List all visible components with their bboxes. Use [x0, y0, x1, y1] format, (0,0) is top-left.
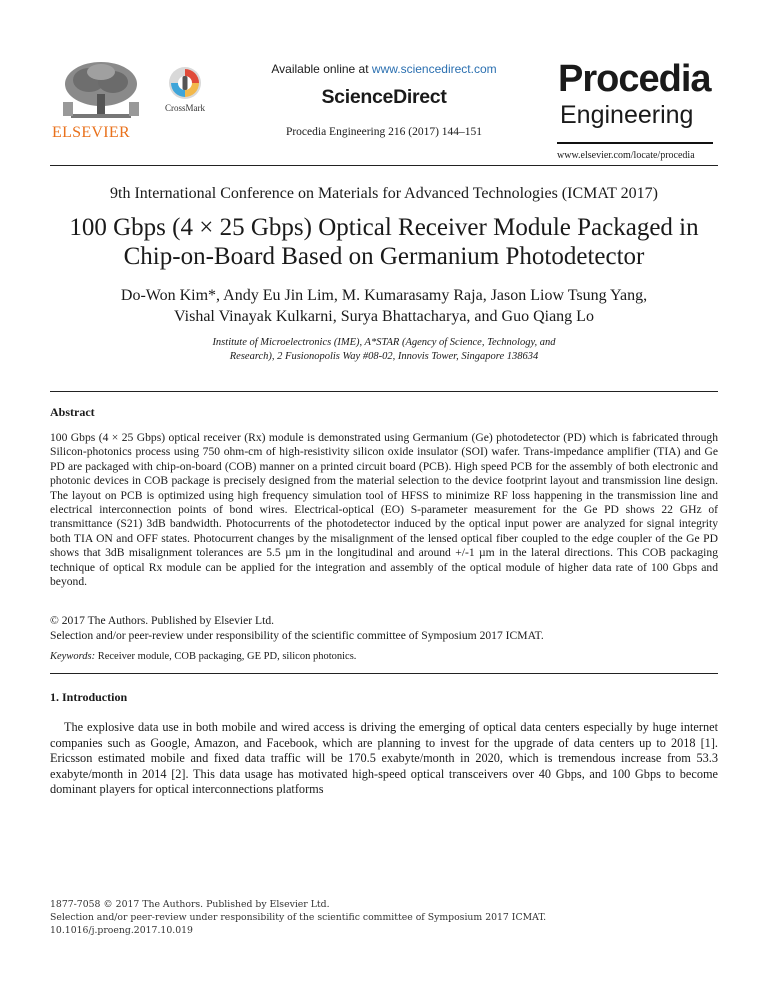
- sciencedirect-link[interactable]: www.sciencedirect.com: [371, 62, 497, 76]
- footer-doi[interactable]: 10.1016/j.proeng.2017.10.019: [50, 925, 193, 936]
- conference-name: 9th International Conference on Materials for Advanced Technologies (ICMAT 2017): [110, 185, 658, 202]
- journal-website[interactable]: www.elsevier.com/locate/procedia: [557, 150, 695, 161]
- abstract-bottom-rule: [50, 673, 718, 674]
- keywords: Keywords: Receiver module, COB packaging, GE PD, silicon photonics.: [50, 651, 357, 662]
- abstract-text: 100 Gbps (4 × 25 Gbps) optical receiver (Rx) module is demonstrated using Germanium (Ge) photodetector (PD) which is fabricated through Silicon-photonics process using 750 ohm-cm of high-resistivity silicon oxide insulator (SOI) wafer. Trans-impedance amplifier (TIA) and Ge PD are packaged with chip-on-board (COB) manner on a printed circuit board (PCB). High speed PCB for the assembly of both electronic and photonic devices in COB package is precisely designed from the material selection to the device footprint layout and transmission line design. The layout on PCB is optimized using high frequency simulation tool of HFSS to minimize RF loss happening in the transmission line and electrical interconnection points of bond wires. Electrical-optical (EO) S-parameter measurement for the Ge PD shows 22 GHz of transmittance (S21) 3dB bandwidth. Photocurrents of the photodetector induced by the optical input power are analyzed for signal integrity both TIA ON and OFF states. Photocurrent changes by the misalignment of the lensed optical fiber coupled to the edge coupler of the Ge PD shows that 3dB misalignment tolerances are 5.5 µm in the longitudinal and around +/-1 µm in the lateral directions. This COB packaging technique of optical Rx module can be applied for the integration and assembly of the optical module of higher data rate of 100 Gbps and beyond.: [50, 431, 718, 589]
- footer-review: Selection and/or peer-review under responsibility of the scientific committee of Symposium 2017 ICMAT.: [50, 912, 547, 923]
- header-rule: [50, 165, 718, 166]
- available-online: Available online at www.sciencedirect.com: [271, 62, 497, 76]
- introduction-heading: 1. Introduction: [50, 690, 128, 704]
- sciencedirect-logo: ScienceDirect: [321, 86, 447, 108]
- footer-issn: 1877-7058 © 2017 The Authors. Published by Elsevier Ltd.: [50, 899, 330, 910]
- publisher-name: ELSEVIER: [52, 124, 130, 141]
- author-list: Do-Won Kim*, Andy Eu Jin Lim, M. Kumarasamy Raja, Jason Liow Tsung Yang, Vishal Vinayak Kulkarni, Surya Bhattacharya, and Guo Qiang Lo: [120, 287, 648, 325]
- engineering-wordmark: Engineering: [560, 101, 694, 129]
- journal-reference: Procedia Engineering 216 (2017) 144–151: [285, 126, 483, 138]
- logo-divider: [557, 142, 713, 144]
- paper-title: 100 Gbps (4 × 25 Gbps) Optical Receiver Module Packaged in Chip-on-Board Based on Germanium Photodetector: [69, 214, 699, 270]
- page-footer: [50, 898, 718, 937]
- copyright-notice: © 2017 The Authors. Published by Elsevier Ltd. Selection and/or peer-review under responsibility of the scientific committee of Symposium 2017 ICMAT.: [50, 614, 544, 642]
- procedia-logo: Procedia: [558, 58, 711, 100]
- crossmark-label: CrossMark: [165, 103, 205, 113]
- affiliation: Institute of Microelectronics (IME), A*STAR (Agency of Science, Technology, and Research), 2 Fusionopolis Way #08-02, Innovis Tower, Singapore 138634: [212, 337, 556, 362]
- introduction-text: The explosive data use in both mobile and wired access is driving the emerging of optical data centers especially by huge internet companies such as Google, Amazon, and Facebook, which are planning to invest for the upgrade of data centers up to 2018 [1]. Ericsson estimated mobile and fixed data traffic will be 170.5 exabyte/month in 2020, which is tremendous increase from 53.3 exabyte/month in 2014 [2]. This data usage has motivated high-speed optical transceivers over 40 Gbps, and 100 Gbps to become dominant players for optical interconnections platforms: [50, 720, 718, 797]
- abstract-top-rule: [50, 391, 718, 392]
- abstract-heading: Abstract: [50, 405, 95, 419]
